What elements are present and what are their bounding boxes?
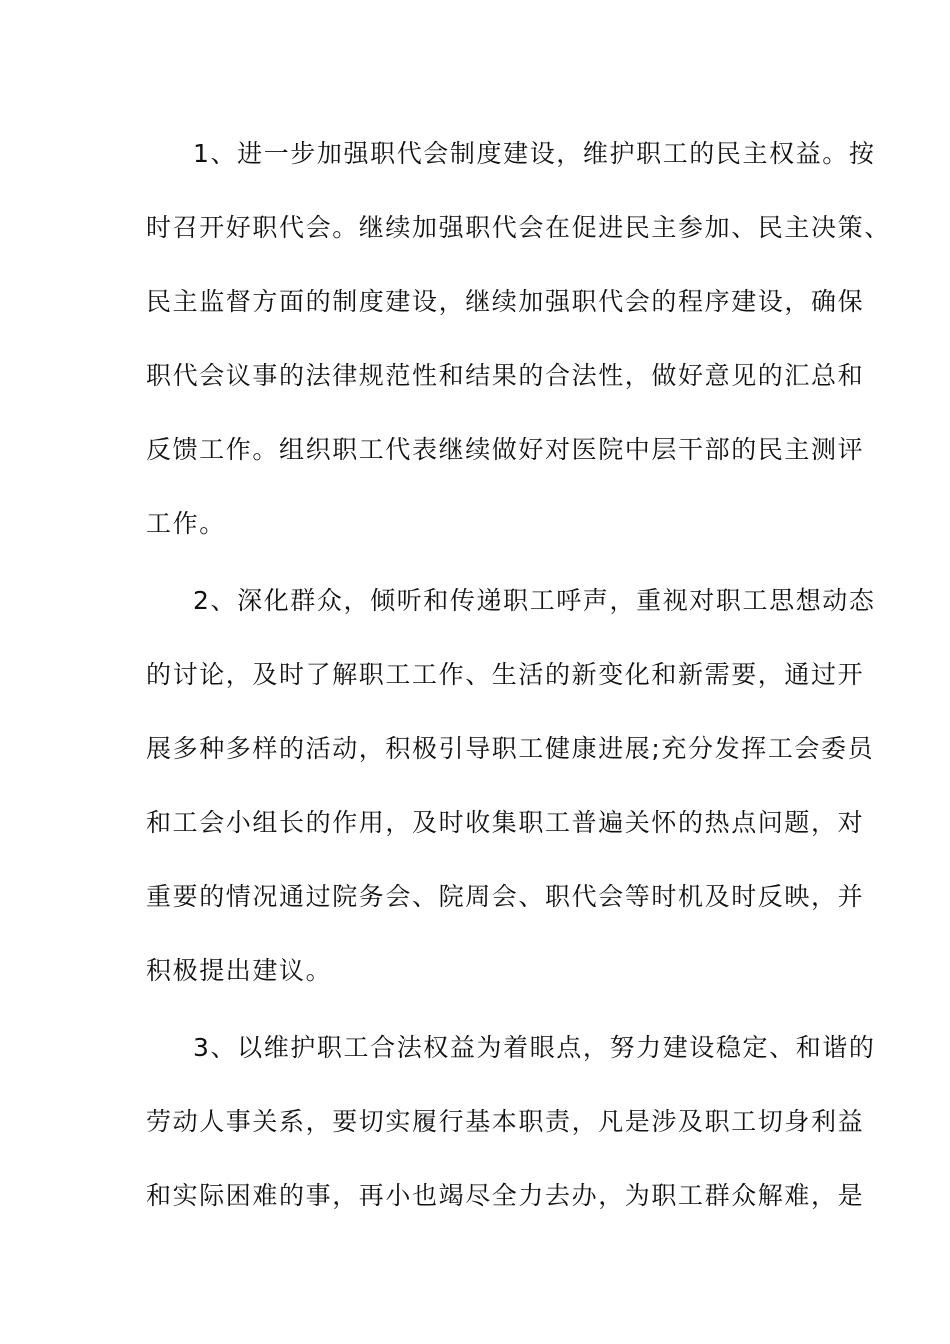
paragraph-2-line-6: 积极提出建议。	[146, 956, 333, 985]
paragraph-3-line-3: 和实际困难的事，再小也竭尽全力去办，为职工群众解难，是	[146, 1181, 865, 1210]
paragraph-2-line-2: 的讨论，及时了解职工工作、生活的新变化和新需要，通过开	[146, 660, 865, 689]
paragraph-1-line-4: 职代会议事的法律规范性和结果的合法性，做好意见的汇总和	[146, 361, 865, 390]
paragraph-1-line-2: 时召开好职代会。继续加强职代会在促进民主参加、民主决策、	[146, 213, 891, 242]
paragraph-3-line-1: 3、以维护职工合法权益为着眼点，努力建设稳定、和谐的	[193, 1033, 876, 1062]
paragraph-2-line-5: 重要的情况通过院务会、院周会、职代会等时机及时反映，并	[146, 882, 865, 911]
paragraph-1-line-6: 工作。	[146, 509, 226, 538]
paragraph-1-line-3: 民主监督方面的制度建设，继续加强职代会的程序建设，确保	[146, 287, 865, 316]
paragraph-1-line-1: 1、进一步加强职代会制度建设，维护职工的民主权益。按	[193, 139, 876, 168]
paragraph-2-line-4: 和工会小组长的作用，及时收集职工普遍关怀的热点问题，对	[146, 808, 865, 837]
paragraph-2-line-1: 2、深化群众，倾听和传递职工呼声，重视对职工思想动态	[193, 586, 876, 615]
paragraph-1-line-5: 反馈工作。组织职工代表继续做好对医院中层干部的民主测评	[146, 435, 865, 464]
paragraph-3-line-2: 劳动人事关系，要切实履行基本职责，凡是涉及职工切身利益	[146, 1107, 865, 1136]
paragraph-2-line-3: 展多种多样的活动，积极引导职工健康进展;充分发挥工会委员	[146, 734, 875, 763]
